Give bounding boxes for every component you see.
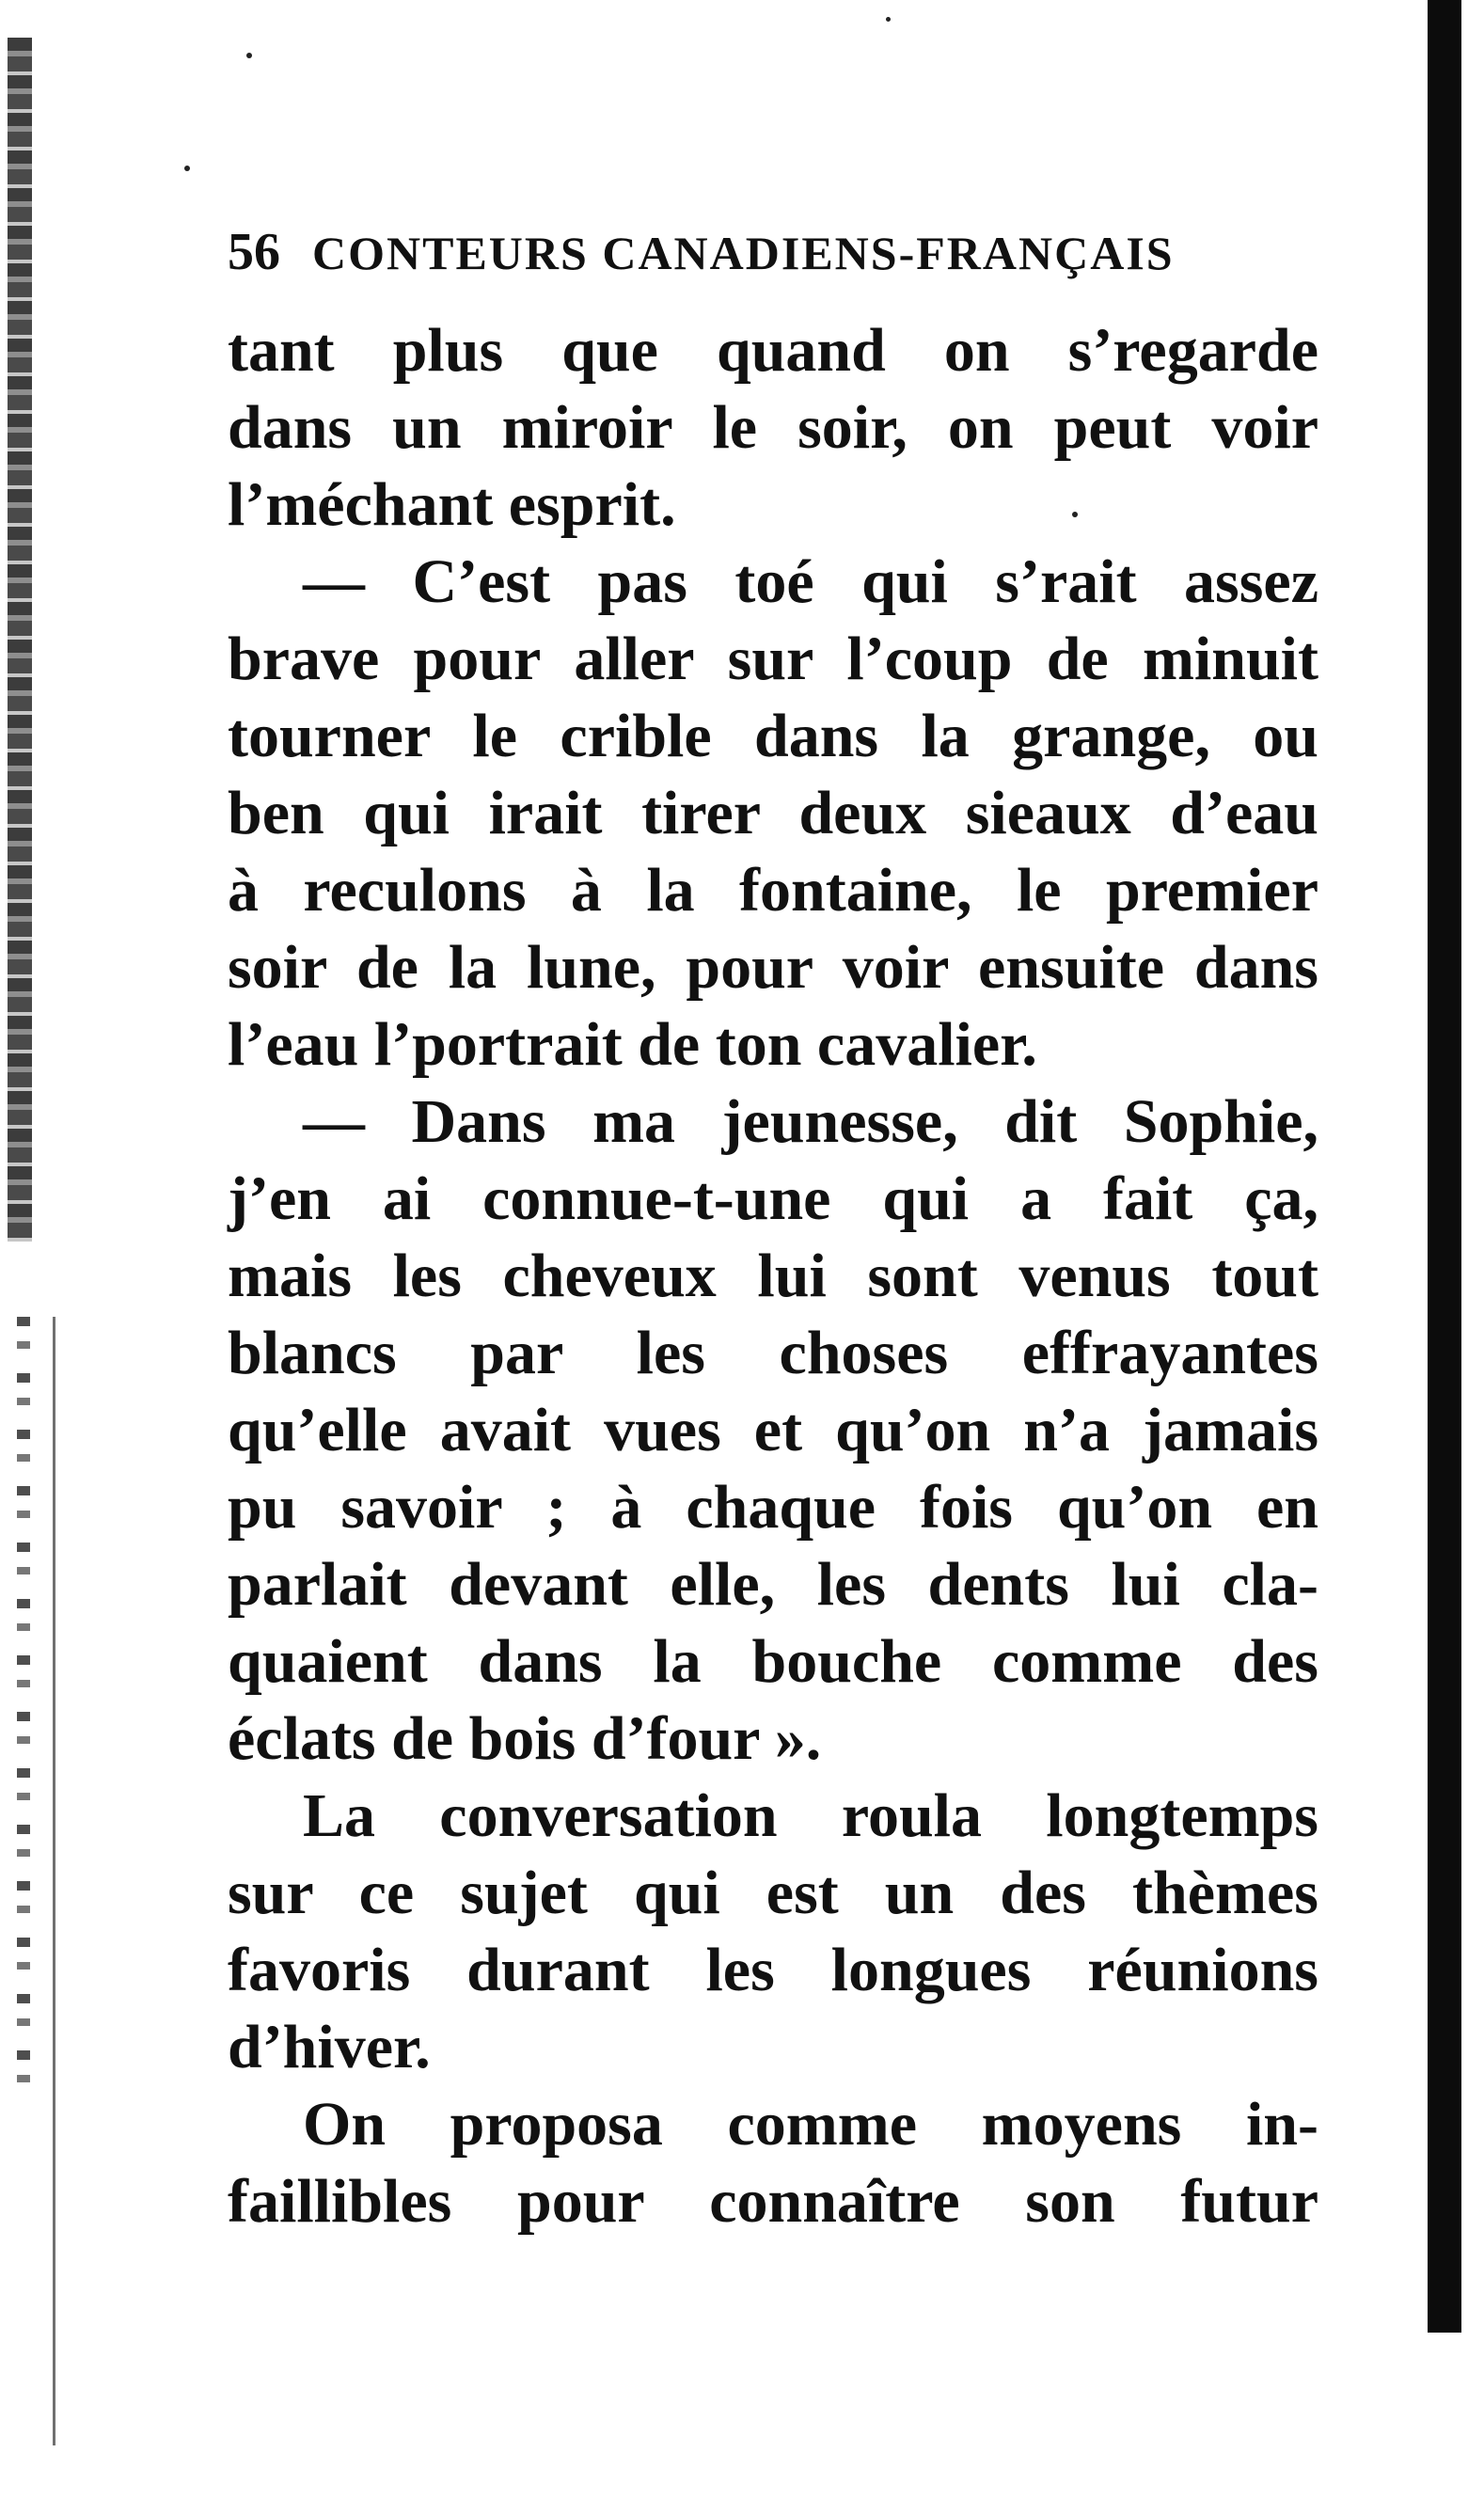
body-text: [228, 312, 1318, 2240]
scan-border-right: [1428, 0, 1461, 2333]
text-line: d’hiver.: [228, 2013, 431, 2081]
scan-speck: [246, 53, 252, 58]
text-line: qu’elle avait vues et qu’on n’a jamais: [228, 1396, 1318, 1464]
text-line: parlait devant elle, les dents lui cla-: [228, 1550, 1318, 1619]
text-line: pu savoir ; à chaque fois qu’on en: [228, 1473, 1318, 1542]
text-line: l’méchant esprit.: [228, 470, 676, 539]
text-line: tant plus que quand on s’regarde: [228, 316, 1318, 385]
text-line: brave pour aller sur l’coup de minuit: [228, 625, 1318, 693]
text-line: favoris durant les longues réunions: [228, 1936, 1318, 2004]
text-line: blancs par les choses effrayantes: [228, 1319, 1318, 1387]
text-line: mais les cheveux lui sont venus tout: [228, 1242, 1318, 1310]
text-line: dans un miroir le soir, on peut voir: [228, 393, 1318, 462]
text-line: j’en ai connue-t-une qui a fait ça,: [228, 1164, 1318, 1233]
text-line: faillibles pour connaître son futur: [228, 2167, 1318, 2236]
text-line: quaient dans la bouche comme des: [228, 1627, 1318, 1696]
text-line: tourner le crible dans la grange, ou: [228, 702, 1318, 770]
text-line: sur ce sujet qui est un des thèmes: [228, 1859, 1318, 1927]
scan-speck: [886, 17, 891, 22]
text-line: — C’est pas toé qui s’rait assez: [303, 547, 1318, 616]
running-title: CONTEURS CANADIENS-FRANÇAIS: [312, 227, 1175, 279]
page-number: 56: [228, 223, 280, 281]
text-line: On proposa comme moyens in-: [303, 2090, 1318, 2159]
text-line: à reculons à la fontaine, le premier: [228, 856, 1318, 925]
binding-line: [53, 1317, 55, 2445]
text-line: — Dans ma jeunesse, dit Sophie,: [303, 1087, 1318, 1156]
text-line: éclats de bois d’four ».: [228, 1704, 822, 1773]
binding-edge: [8, 38, 32, 1242]
scan-speck: [184, 166, 190, 171]
binding-edge-lower: [17, 1317, 30, 2088]
text-line: soir de la lune, pour voir ensuite dans: [228, 933, 1318, 1002]
text-line: La conversation roula longtemps: [303, 1781, 1318, 1850]
text-line: l’eau l’portrait de ton cavalier.: [228, 1010, 1037, 1079]
running-head: [228, 222, 1309, 282]
text-line: ben qui irait tirer deux sieaux d’eau: [228, 779, 1318, 847]
